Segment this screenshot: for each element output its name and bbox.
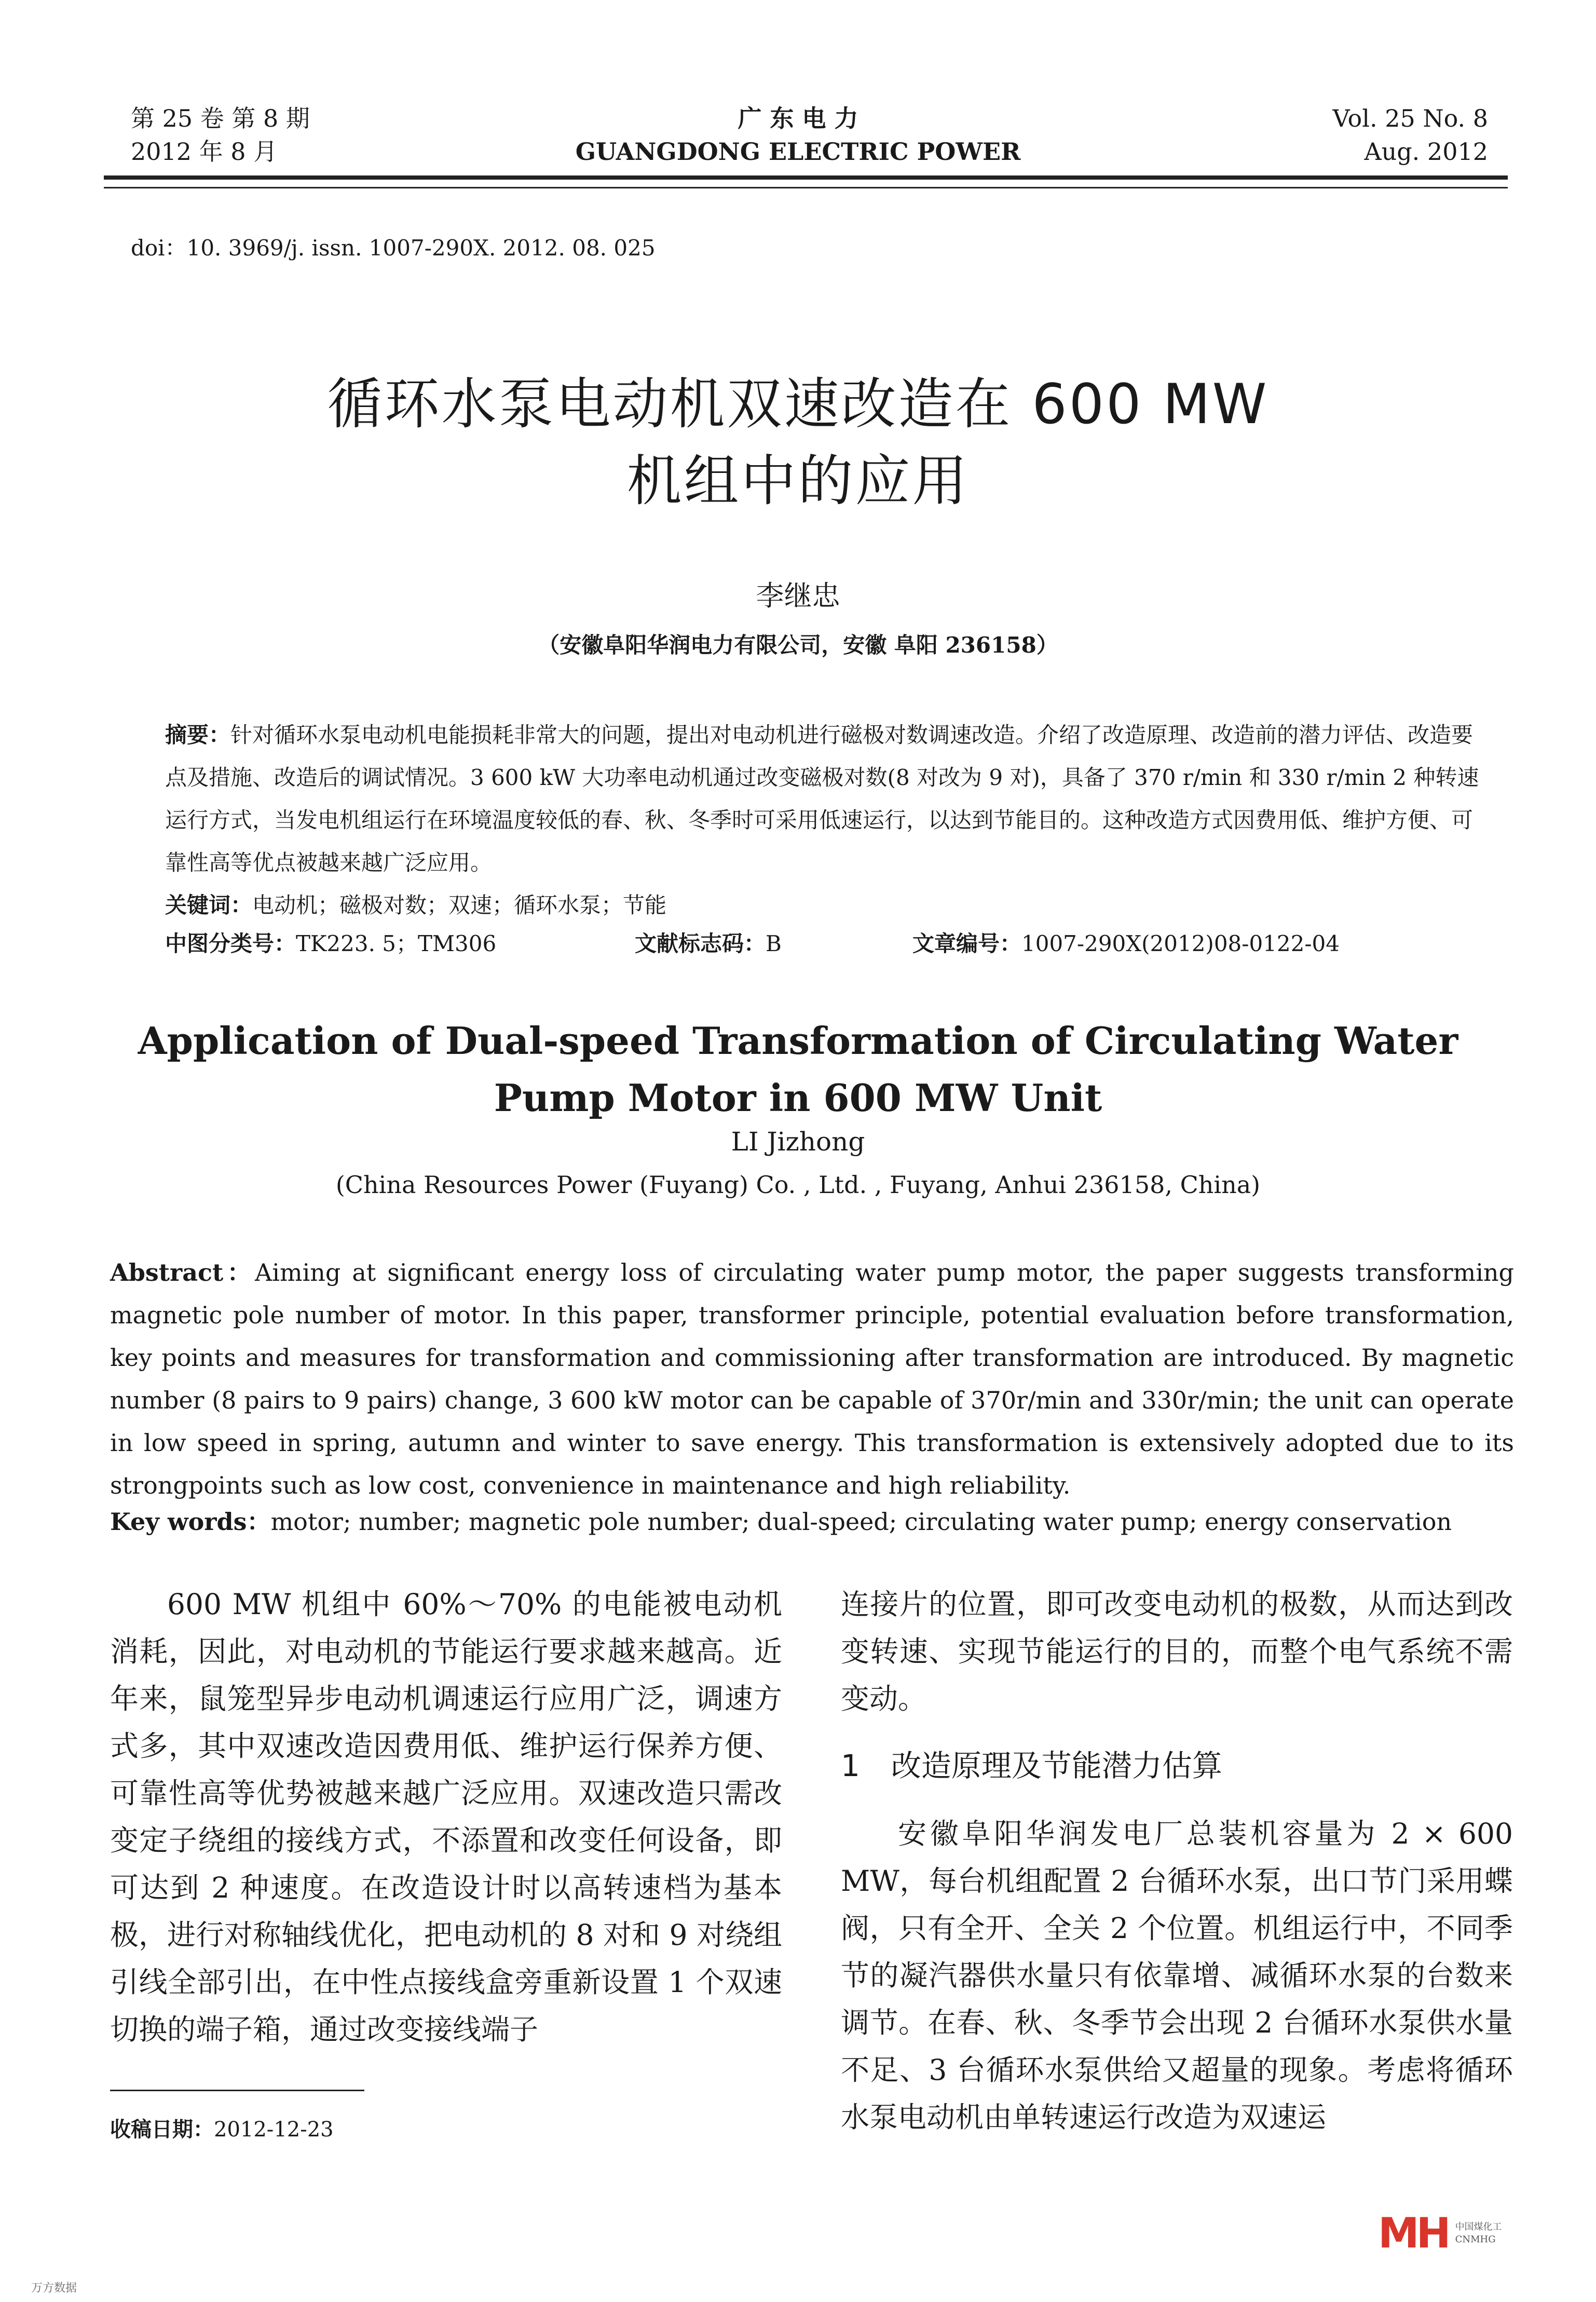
keywords-en (110, 1503, 1514, 1537)
body-paragraph-section-1: 安徽阜阳华润发电厂总装机容量为 2 × 600 MW，每台机组配置 2 台循环水泵，出口节门采用蝶阀，只有全开、全关 2 个位置。机组运行中，不同季节的凝汽器供水量只有依靠增、减循环水泵的台数来调节。在春、秋、冬季节会出现 2 台循环水泵供水量不足、3 台循环水泵供给又超量的现象。考虑将循环水泵电动机由单转速运行改造为双速运 (841, 1817, 1513, 2134)
footnote-rule (110, 2090, 364, 2091)
author-cn: 李继忠 (756, 579, 840, 612)
affiliation-cn: （安徽阜阳华润电力有限公司，安徽 阜阳 236158） (538, 632, 1058, 658)
date-cn: 2012 年 8 月 (131, 138, 278, 166)
keywords-cn-text: 电动机；磁极对数；双速；循环水泵；节能 (252, 892, 667, 918)
logo-line-1: 中国煤化工 (1455, 2221, 1502, 2232)
doc-code-label: 文献标志码： (635, 931, 766, 956)
article-number-value: 1007-290X(2012)08-0122-04 (1021, 931, 1340, 956)
title-cn (0, 366, 1596, 520)
section-heading-1 (841, 1742, 1513, 1790)
abstract-en-text: Aiming at significant energy loss of circulating water pump motor, the paper suggests transforming magnetic pole number of motor. In this paper, transformer principle, potential evaluation before transformation, key points and measures for transformation and commissioning after transformation are introduced. By magnetic number (8 pairs to 9 pairs) change, 3 600 kW motor can be capable of 370r/min and 330r/min; the unit can operate in low speed in spring, autumn and winter to save energy. This transformation is extensively adopted due to its strongpoints such as low cost, convenience in maintenance and high reliability. (110, 1258, 1514, 1499)
journal-cn: 广 东 电 力 (738, 104, 858, 132)
received-label: 收稿日期： (110, 2118, 214, 2142)
received-date (110, 2113, 334, 2143)
keywords-cn (165, 884, 1494, 927)
header-right (1333, 102, 1488, 168)
clc-group (165, 927, 635, 958)
article-number-label: 文章编号： (912, 931, 1022, 956)
body-paragraph-intro: 600 MW 机组中 60%～70% 的电能被电动机消耗，因此，对电动机的节能运行要求越来越高。近年来，鼠笼型异步电动机调速运行应用广泛，调速方式多，其中双速改造因费用低、维护运行保养方便、可靠性高等优势被越来越广泛应用。双速改造只需改变定子绕组的接线方式，不添置和改变任何设备，即可达到 2 种速度。在改造设计时以高转速档为基本极，进行对称轴线优化，把电动机的 8 对和 9 对绕组引线全部引出，在中性点接线盒旁重新设置 1 个双速切换的端子箱，通过改变接线端子 (110, 1588, 782, 2046)
keywords-en-label: Key words： (110, 1508, 271, 1536)
abstract-en-label: Abstract： (110, 1258, 255, 1287)
section-number: 1 (841, 1748, 860, 1783)
header-rule-thin (104, 187, 1508, 188)
publisher-logo (1378, 2209, 1502, 2257)
logo-text (1455, 2221, 1502, 2246)
watermark: 万方数据 (31, 2282, 77, 2295)
volume-cn: 第 25 卷 第 8 期 (131, 104, 310, 132)
journal-en: GUANGDONG ELECTRIC POWER (575, 138, 1021, 166)
title-en-line-2: Pump Motor in 600 MW Unit (494, 1076, 1102, 1120)
abstract-cn-body (165, 714, 1494, 884)
logo-mark: MH (1378, 2209, 1448, 2257)
title-cn-line-1: 循环水泵电动机双速改造在 600 MW (327, 372, 1269, 436)
header-rule-thick (104, 175, 1508, 180)
date-en: Aug. 2012 (1364, 138, 1488, 166)
abstract-en (110, 1251, 1514, 1507)
clc-label: 中图分类号： (165, 931, 296, 956)
title-en-line-1: Application of Dual-speed Transformation of Circulating Water (138, 1019, 1458, 1063)
abstract-cn (165, 714, 1494, 927)
abstract-cn-text: 针对循环水泵电动机电能损耗非常大的问题，提出对电动机进行磁极对数调速改造。介绍了改造原理、改造前的潜力评估、改造要点及措施、改造后的调试情况。3 600 kW 大功率电动机通过改变磁极对数(8 对改为 9 对)，具备了 370 r/min 和 330 r/min 2 种转速运行方式，当发电机组运行在环境温度较低的春、秋、冬季时可采用低速运行，以达到节能目的。这种改造方式因费用低、维护方便、可靠性高等优点被越来越广泛应用。 (165, 722, 1479, 875)
body-column-right (841, 1581, 1513, 2141)
logo-line-2: CNMHG (1455, 2233, 1496, 2245)
classification-row (165, 927, 1494, 958)
section-title: 改造原理及节能潜力估算 (891, 1748, 1222, 1783)
body-paragraph-continued: 连接片的位置，即可改变电动机的极数，从而达到改变转速、实现节能运行的目的，而整个电气系统不需变动。 (841, 1588, 1513, 1715)
affiliation-en: (China Resources Power (Fuyang) Co. , Ltd. , Fuyang, Anhui 236158, China) (335, 1171, 1261, 1199)
abstract-cn-label: 摘要： (165, 722, 231, 748)
doc-code-value: B (766, 931, 782, 956)
volume-en: Vol. 25 No. 8 (1332, 104, 1488, 132)
body-column-left (110, 1581, 782, 2053)
received-value: 2012-12-23 (214, 2118, 334, 2142)
keywords-cn-label: 关键词： (165, 892, 253, 918)
clc-value: TK223. 5；TM306 (296, 931, 497, 956)
title-cn-line-2: 机组中的应用 (626, 449, 970, 513)
author-en: LI Jizhong (731, 1127, 865, 1157)
keywords-en-text: motor; number; magnetic pole number; dual-speed; circulating water pump; energy conservation (270, 1508, 1452, 1536)
article-number-group (912, 927, 1340, 958)
doi: doi：10. 3969/j. issn. 1007-290X. 2012. 08. 025 (131, 235, 656, 261)
doc-code-group (635, 927, 912, 958)
title-en (0, 1012, 1596, 1127)
